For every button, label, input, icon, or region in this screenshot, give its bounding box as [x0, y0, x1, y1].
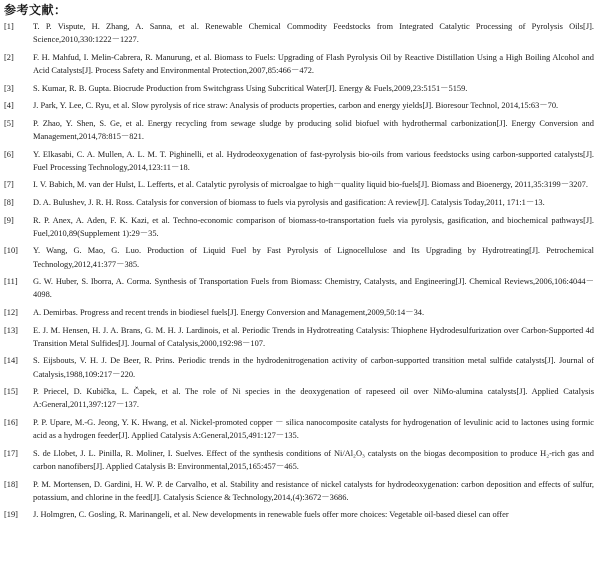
reference-item	[4, 20, 594, 46]
reference-number: [13]	[4, 325, 18, 335]
reference-item	[4, 306, 594, 319]
reference-text: Y. Wang, G. Mao, G. Luo. Production of Liquid Fuel by Fast Pyrolysis of Lignocellulose and Its Upgrading by Hydrotreating[J]. Petrochemical Technology,2012,41:377－385.	[33, 246, 594, 269]
reference-text: E. J. M. Hensen, H. J. A. Brans, G. M. H. J. Lardinois, et al. Periodic Trends in Hydrotreating Catalysis: Thiophene Hydrodesulfurization over Carbon-Supported 4d Transition Metal Sulfides[J]. Journal of Catalysis,2000,192:98－107.	[33, 325, 594, 348]
reference-item	[4, 82, 594, 95]
reference-text: S. de Llobet, J. L. Pinilla, R. Moliner, I. Suelves. Effect of the synthesis conditions of Ni/Al₂O₃ catalysts on the biogas decomposition to produce H₂-rich gas and carbon nanofibers[J]. Applied Catalysis B: Environmental,2015,165:457－465.	[33, 448, 594, 471]
reference-number: [18]	[4, 479, 18, 489]
reference-number: [3]	[4, 83, 14, 93]
reference-item	[4, 508, 594, 521]
reference-item	[4, 478, 594, 504]
reference-number: [8]	[4, 197, 14, 207]
reference-number: [11]	[4, 277, 18, 287]
reference-item	[4, 117, 594, 143]
reference-item	[4, 178, 594, 191]
reference-item	[4, 354, 594, 380]
reference-item	[4, 196, 594, 209]
reference-item	[4, 99, 594, 112]
reference-text: F. H. Mahfud, I. Melin-Cabrera, R. Manurung, et al. Biomass to Fuels: Upgrading of Flash Pyrolysis Oil by Reactive Distillation Using a High Boiling Alcohol and Acid Catalysts[J]. Process Safety and Environmental Protection,2007,85:466－472.	[33, 52, 594, 75]
reference-text: I. V. Babich, M. van der Hulst, L. Lefferts, et al. Catalytic pyrolysis of microalgae to high－quality liquid bio-fuels[J]. Biomass and Bioenergy, 2011,35:3199－3207.	[33, 180, 588, 190]
reference-item	[4, 416, 594, 442]
reference-text: S. Eijsbouts, V. H. J. De Beer, R. Prins. Periodic trends in the hydrodenitrogenation activity of carbon-supported transition metal sulfide catalysts[J]. Journal of Catalysis,1988,109:217－220.	[33, 356, 594, 379]
reference-text: A. Demirbas. Progress and recent trends in biodiesel fuels[J]. Energy Conversion and Management,2009,50:14－34.	[33, 307, 425, 317]
reference-number: [16]	[4, 417, 18, 427]
reference-text: P. Priecel, D. Kubička, L. Čapek, et al. The role of Ni species in the deoxygenation of rapeseed oil over NiMo-alumina catalysts[J]. Applied Catalysis A:General,2011,397:127－137.	[33, 387, 594, 410]
reference-number: [7]	[4, 180, 14, 190]
reference-number: [14]	[4, 356, 18, 366]
reference-item	[4, 385, 594, 411]
reference-text: D. A. Bulushev, J. R. H. Ross. Catalysis for conversion of biomass to fuels via pyrolysis and gasification: A review[J]. Catalysis Today,2011, 171:1－13.	[33, 197, 545, 207]
reference-item	[4, 244, 594, 270]
reference-number: [6]	[4, 149, 14, 159]
reference-number: [12]	[4, 307, 18, 317]
reference-number: [19]	[4, 510, 18, 520]
reference-number: [9]	[4, 215, 14, 225]
reference-number: [1]	[4, 22, 14, 31]
reference-number: [15]	[4, 387, 18, 397]
reference-number: [2]	[4, 52, 14, 62]
reference-text: Y. Elkasabi, C. A. Mullen, A. L. M. T. Pighinelli, et al. Hydrodeoxygenation of fast-pyrolysis bio-oils from various feedstocks using carbon-supported catalysts[J]. Fuel Processing Technology,2014,123:11－18.	[33, 149, 594, 172]
reference-text: P. M. Mortensen, D. Gardini, H. W. P. de Carvalho, et al. Stability and resistance of nickel catalysts for hydrodeoxygenation: carbon deposition and effects of sulfur, potassium, and chlorine in the feed[J]. Catalysis Science & Technology,2014,(4):3672－3686.	[33, 479, 594, 502]
references-heading: 参考文献：	[4, 3, 67, 17]
reference-text: P. P. Upare, M.-G. Jeong, Y. K. Hwang, et al. Nickel-promoted copper － silica nanocomposite catalysts for hydrogenation of levulinic acid to lactones using formic acid as a hydrogen feeder[J]. Applied Catalysis A:General,2015,491:127－135.	[33, 417, 594, 441]
reference-number: [17]	[4, 448, 18, 458]
reference-number: [10]	[4, 246, 18, 256]
reference-item	[4, 51, 594, 77]
reference-text: S. Kumar, R. B. Gupta. Biocrude Production from Switchgrass Using Subcritical Water[J]. Energy & Fuels,2009,23:5151－5159.	[33, 83, 468, 93]
reference-text: G. W. Huber, S. Iborra, A. Corma. Synthesis of Transportation Fuels from Biomass: Chemistry, Catalysts, and Engineering[J]. Chemical Reviews,2006,106:4044－4098.	[33, 277, 594, 300]
reference-item	[4, 148, 594, 174]
reference-text: P. Zhao, Y. Shen, S. Ge, et al. Energy recycling from sewage sludge by producing solid biofuel with hydrothermal carbonization[J]. Energy Conversion and Management,2014,78:815－821.	[33, 118, 594, 141]
reference-list	[4, 20, 594, 522]
reference-item	[4, 447, 594, 473]
reference-item	[4, 214, 594, 240]
reference-number: [4]	[4, 101, 14, 111]
reference-item	[4, 324, 594, 350]
reference-text: R. P. Anex, A. Aden, F. K. Kazi, et al. Techno-economic comparison of biomass-to-transportation fuels via pyrolysis, gasification, and biochemical pathways[J]. Fuel,2010,89(Supplement 1):29－35.	[33, 215, 594, 238]
reference-text: J. Park, Y. Lee, C. Ryu, et al. Slow pyrolysis of rice straw: Analysis of products properties, carbon and energy yields[J]. Bioresour Technol, 2014,15:63－70.	[33, 101, 559, 111]
reference-text: J. Holmgren, C. Gosling, R. Marinangeli, et al. New developments in renewable fuels offer more choices: Vegetable oil-based diesel can offer	[33, 510, 509, 520]
reference-text: T. P. Vispute, H. Zhang, A. Sanna, et al. Renewable Chemical Commodity Feedstocks from Integrated Catalytic Processing of Pyrolysis Oils[J]. Science,2010,330:1222－1227.	[33, 22, 594, 45]
reference-number: [5]	[4, 118, 14, 128]
reference-item	[4, 275, 594, 301]
